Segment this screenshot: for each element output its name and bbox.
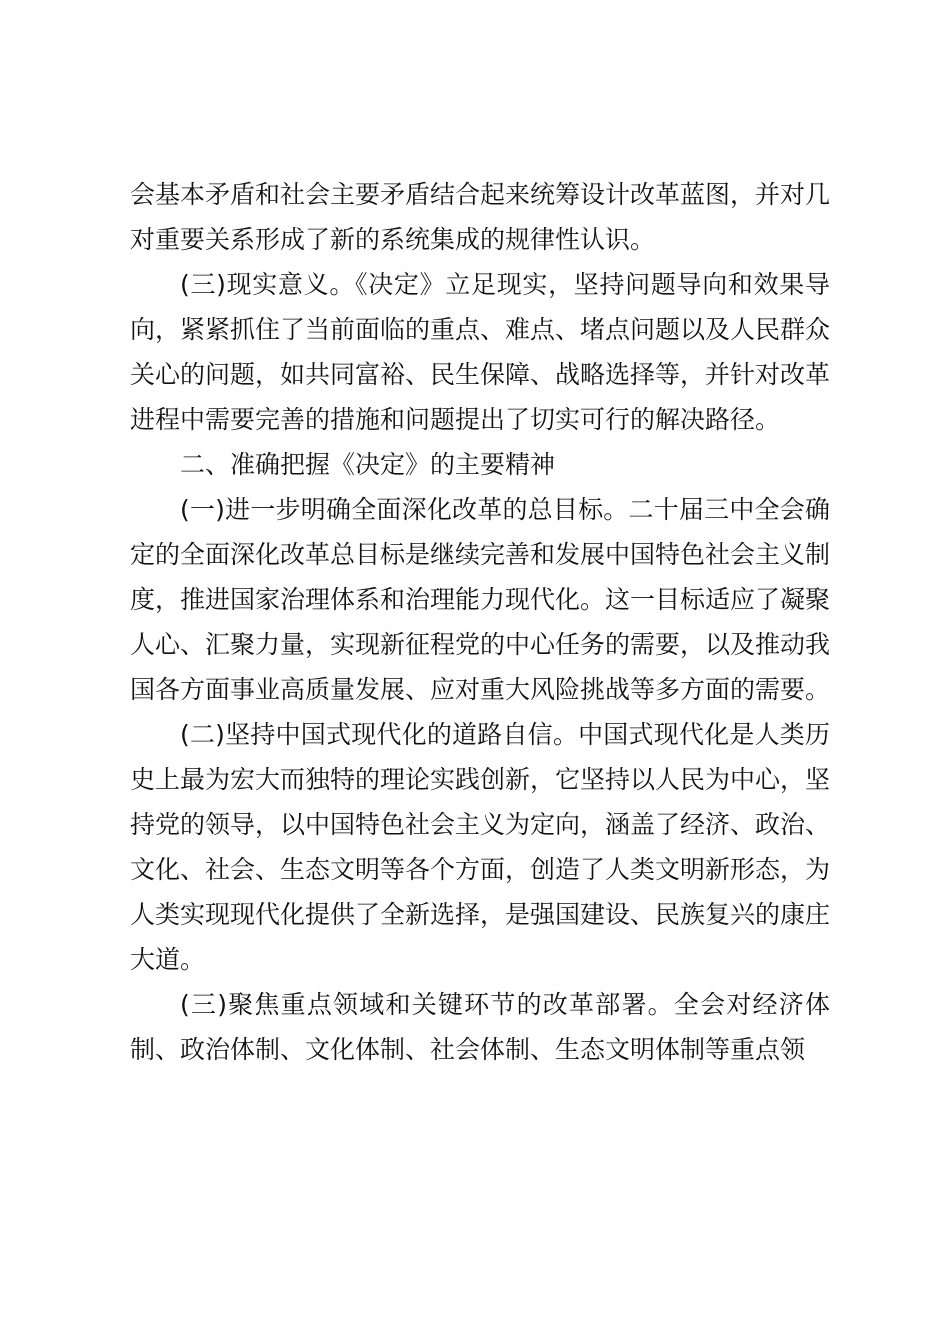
paragraph-continuation: 会基本矛盾和社会主要矛盾结合起来统筹设计改革蓝图，并对几对重要关系形成了新的系统集成的规律性认识。: [130, 180, 831, 254]
paragraph-chinese-modernization: (二)坚持中国式现代化的道路自信。中国式现代化是人类历史上最为宏大而独特的理论实践创新，它坚持以人民为中心，坚持党的领导，以中国特色社会主义为定向，涵盖了经济、政治、文化、社会、生态文明等各个方面，创造了人类文明新形态，为人类实现现代化提供了全新选择，是强国建设、民族复兴的康庄大道。: [130, 720, 831, 974]
paragraph-practical-significance: (三)现实意义。《决定》立足现实，坚持问题导向和效果导向，紧紧抓住了当前面临的重点、难点、堵点问题以及人民群众关心的问题，如共同富裕、民生保障、战略选择等，并针对改革进程中需要完善的措施和问题提出了切实可行的解决路径。: [130, 270, 831, 434]
paragraph-overall-goal: (一)进一步明确全面深化改革的总目标。二十届三中全会确定的全面深化改革总目标是继续完善和发展中国特色社会主义制度，推进国家治理体系和治理能力现代化。这一目标适应了凝聚人心、汇聚力量，实现新征程党的中心任务的需要，以及推动我国各方面事业高质量发展、应对重大风险挑战等多方面的需要。: [130, 495, 831, 704]
paragraph-key-areas-reform: (三)聚焦重点领域和关键环节的改革部署。全会对经济体制、政治体制、文化体制、社会体制、生态文明体制等重点领: [130, 990, 830, 1064]
section-heading-main-spirit: 二、准确把握《决定》的主要精神: [180, 450, 556, 479]
document-body: [130, 172, 830, 1072]
